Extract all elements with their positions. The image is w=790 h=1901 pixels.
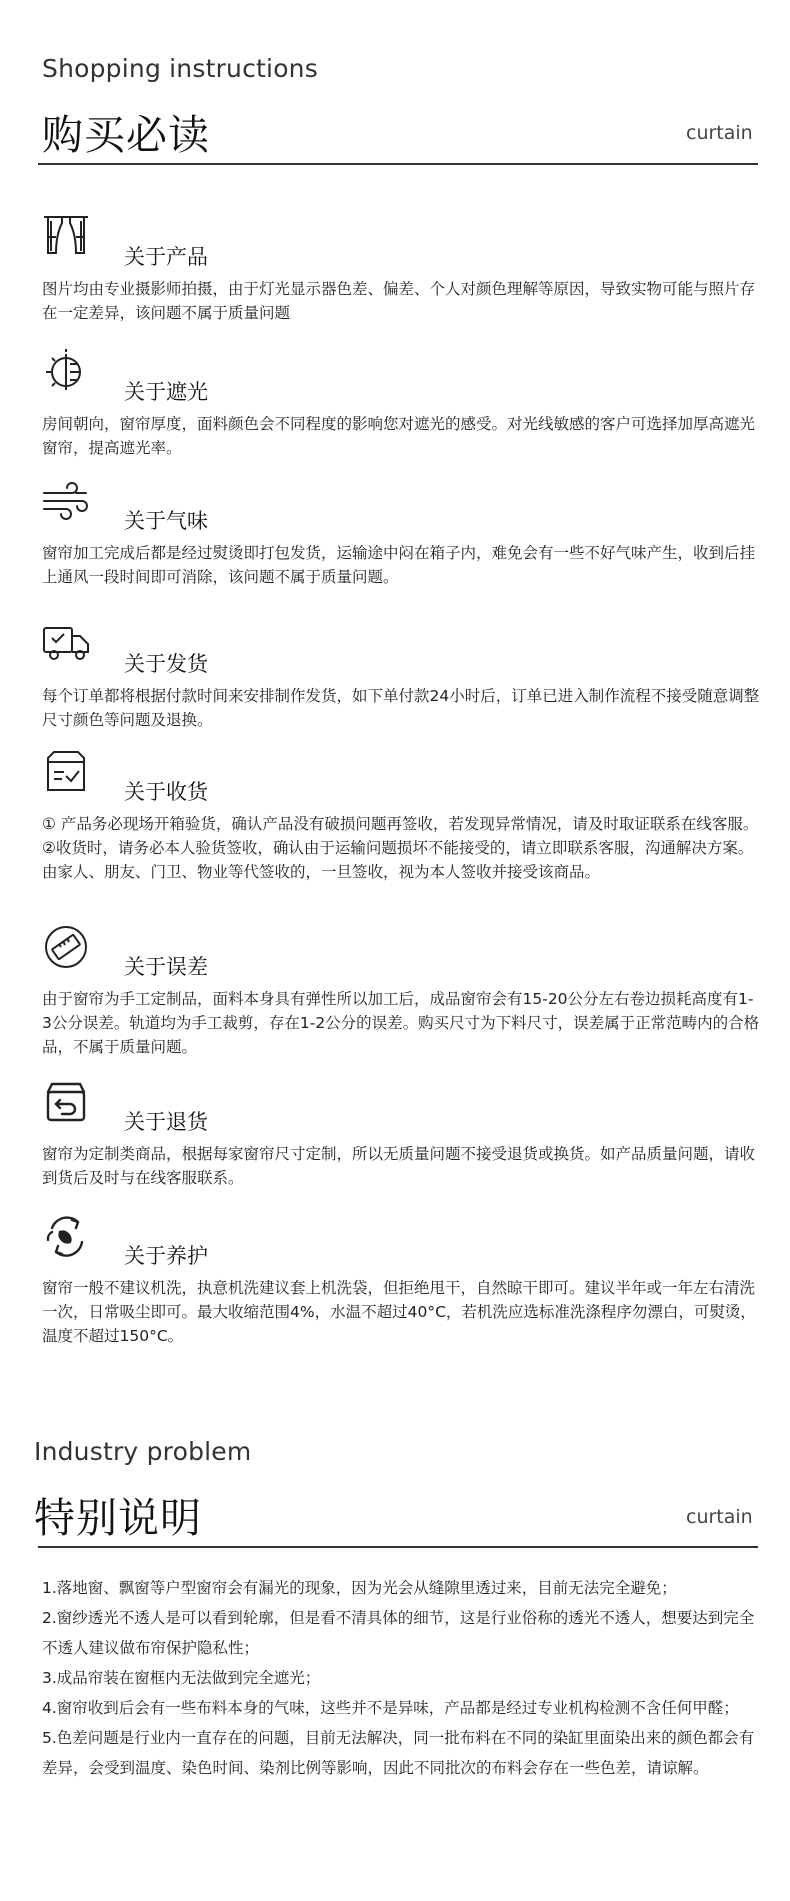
info-item-shipping	[42, 620, 762, 732]
item-title: 关于气味	[124, 509, 208, 533]
care-cycle-icon	[42, 1212, 90, 1260]
item-text: 窗帘为定制类商品，根据每家窗帘尺寸定制，所以无质量问题不接受退货或换货。如产品质量问题，请收到货后及时与在线客服联系。	[42, 1145, 756, 1187]
info-item-product	[42, 213, 762, 325]
item-text: ① 产品务必现场开箱验货，确认产品没有破损问题再签收，若发现异常情况，请及时取证联系在线客服。	[42, 815, 759, 833]
note-item: 3.成品帘装在窗框内无法做到完全遮光；	[42, 1669, 321, 1687]
item-body	[42, 684, 762, 732]
item-text: ②收货时，请务必本人验货签收，确认由于运输问题损坏不能接受的，请立即联系客服，沟通解决方案。由家人、朋友、门卫、物业等代签收的，一旦签收，视为本人签收并接受该商品。	[42, 839, 754, 881]
receipt-box-icon	[42, 748, 90, 796]
item-title: 关于发货	[124, 652, 208, 676]
info-item-care	[42, 1212, 762, 1348]
section-title-en: Shopping instructions	[42, 54, 318, 83]
item-text: 窗帘加工完成后都是经过熨烫即打包发货，运输途中闷在箱子内，难免会有一些不好气味产生，收到后挂上通风一段时间即可消除，该问题不属于质量问题。	[42, 544, 756, 586]
item-text: 房间朝向，窗帘厚度，面料颜色会不同程度的影响您对遮光的感受。对光线敏感的客户可选择加厚高遮光窗帘，提高遮光率。	[42, 415, 756, 457]
item-body	[42, 541, 762, 589]
item-title: 关于遮光	[124, 380, 208, 404]
section-title-cn: 购买必读	[42, 111, 210, 159]
section-tag: curtain	[686, 122, 753, 144]
info-item-return	[42, 1078, 762, 1190]
info-item-receiving	[42, 748, 762, 884]
info-item-blackout	[42, 348, 762, 460]
info-item-smell	[42, 477, 762, 589]
sun-shade-icon	[42, 348, 90, 396]
curtain-icon	[42, 213, 90, 261]
item-body	[42, 1276, 762, 1348]
section-divider	[38, 163, 758, 165]
section-title-cn: 特别说明	[34, 1494, 202, 1542]
wind-icon	[42, 477, 90, 525]
return-box-icon	[42, 1078, 90, 1126]
item-body	[42, 812, 762, 884]
delivery-truck-icon	[42, 620, 90, 668]
item-title: 关于退货	[124, 1110, 208, 1134]
item-title: 关于误差	[124, 955, 208, 979]
item-body	[42, 987, 762, 1059]
item-text: 每个订单都将根据付款时间来安排制作发货，如下单付款24小时后，订单已进入制作流程不接受随意调整尺寸颜色等问题及退换。	[42, 687, 760, 729]
section-divider	[38, 1546, 758, 1548]
note-item: 2.窗纱透光不透人是可以看到轮廓，但是看不清具体的细节，这是行业俗称的透光不透人，想要达到完全不透人建议做布帘保护隐私性；	[42, 1609, 755, 1657]
info-item-error	[42, 923, 762, 1059]
item-body	[42, 1142, 762, 1190]
note-item: 1.落地窗、飘窗等户型窗帘会有漏光的现象，因为光会从缝隙里透过来，目前无法完全避免；	[42, 1579, 677, 1597]
item-body	[42, 277, 762, 325]
item-title: 关于产品	[124, 245, 208, 269]
section-tag: curtain	[686, 1506, 753, 1528]
note-item: 4.窗帘收到后会有一些布料本身的气味，这些并不是异味，产品都是经过专业机构检测不含任何甲醛；	[42, 1699, 739, 1717]
item-title: 关于收货	[124, 780, 208, 804]
item-text: 由于窗帘为手工定制品，面料本身具有弹性所以加工后，成品窗帘会有15-20公分左右卷边损耗高度有1-3公分误差。轨道均为手工裁剪，存在1-2公分的误差。购买尺寸为下料尺寸，误差属于正常范畴内的合格品，不属于质量问题。	[42, 990, 760, 1056]
ruler-icon	[42, 923, 90, 971]
notes-list	[42, 1573, 762, 1783]
item-body	[42, 412, 762, 460]
note-item: 5.色差问题是行业内一直存在的问题，目前无法解决，同一批布料在不同的染缸里面染出来的颜色都会有差异，会受到温度、染色时间、染剂比例等影响，因此不同批次的布料会存在一些色差，请谅解。	[42, 1729, 755, 1777]
item-title: 关于养护	[124, 1244, 208, 1268]
section-title-en: Industry problem	[34, 1437, 252, 1466]
item-text: 图片均由专业摄影师拍摄，由于灯光显示器色差、偏差、个人对颜色理解等原因，导致实物可能与照片存在一定差异，该问题不属于质量问题	[42, 280, 756, 322]
item-text: 窗帘一般不建议机洗，执意机洗建议套上机洗袋，但拒绝甩干，自然晾干即可。建议半年或一年左右清洗一次，日常吸尘即可。最大收缩范围4%，水温不超过40°C，若机洗应选标准洗涤程序勿漂白，可熨烫，温度不超过150°C。	[42, 1279, 756, 1345]
